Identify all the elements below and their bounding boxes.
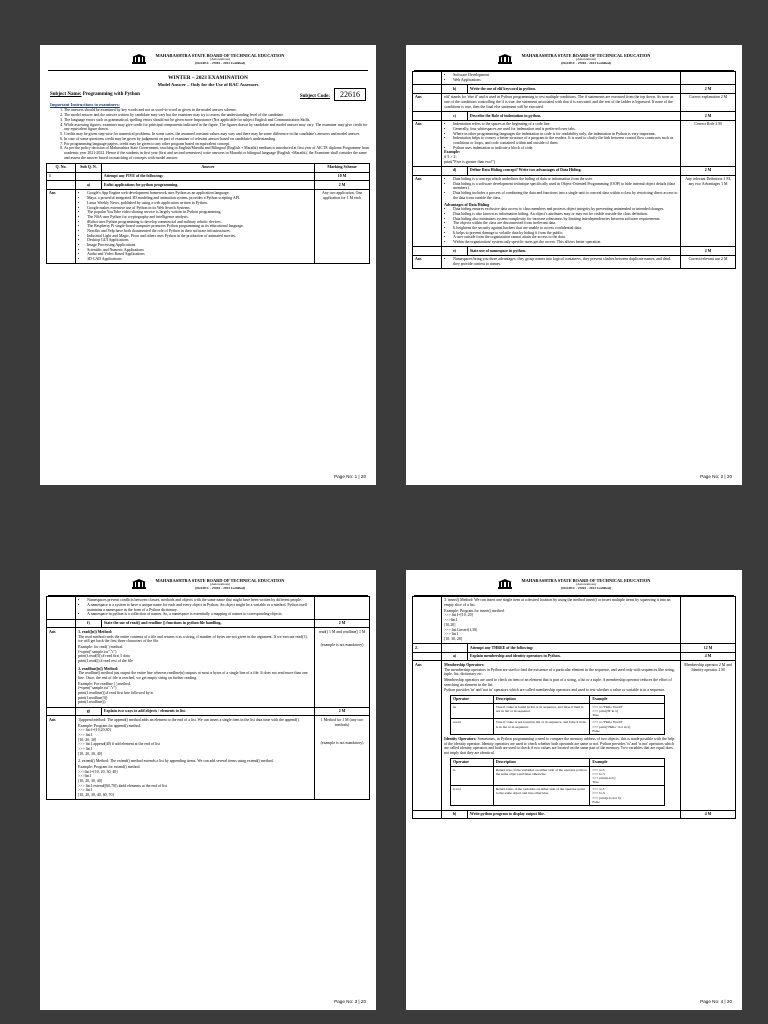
answer-row <box>413 661 736 810</box>
description-cell: True if value is found in list or in sequence, and false it item is not in list or in sequence <box>493 703 589 719</box>
page-header <box>414 45 734 71</box>
advantages-label: Advantages of Data Hiding <box>444 202 490 207</box>
identity-table <box>450 758 665 806</box>
subject-code-label: Subject Code: <box>299 94 330 100</box>
list-item: 3. The language errors such as grammatical, spelling errors should not be given more Importance (Not applicable for subject English and Communication Skills. <box>64 118 370 123</box>
example-cell: >>> x="Hello World" >>> print("Hello" not in x) False <box>590 719 665 735</box>
subq-text: Explain membership and identity operators in Python. <box>467 652 680 661</box>
msbte-logo-icon <box>132 579 146 589</box>
ans-label: Ans <box>413 661 442 810</box>
example-code: Example: for read( ) method. f=open("sample.txt","r") print(f.read(5)) # read first 5 data print(f.read()) # read rest of the file <box>78 644 133 663</box>
example-label: Example: <box>444 150 461 155</box>
answer-table <box>46 163 370 264</box>
answer-table <box>412 596 736 819</box>
board-iso: (ISO/IEC - 27001 - 2013 Certified) <box>195 585 245 590</box>
subject-code-group <box>300 90 366 99</box>
list-item: 5. Credits may be given step wise for numerical problems. In some cases, the assumed constant values may vary and there may be some difference in the candidate's answers and model answer. <box>64 132 370 137</box>
subq-marks: 4 M <box>681 652 736 661</box>
subq-label: b) <box>442 85 468 94</box>
list-item: • A namespace is a system to have a unique name for each and every object in Python. An object might be a variable or a method. Python itself maintains a namespace in the form of a Python dictionary. <box>87 603 312 612</box>
identity-rows <box>451 766 665 806</box>
example-code: Example: For readline ( ) method. f=open("sample.txt","r") print(f.readline()) # read first line followed by\n print(f.readline(3)) print(f.readline()) <box>78 681 153 705</box>
list-item: 8. As per the policy decision of Maharashtra State Government, teaching in English/Marathi and Bilingual (English + Marathi) medium is introduced at first year of AICTE diploma Programme from academic year 2021-2022. Hence if the students in first year (first and second semesters) write answers in Marathi or bilingual language (English +Marathi), the Examiner shall consider the same and assess the answer based on matching of concepts with model answer. <box>64 146 370 160</box>
example-code: Example: Program for insert() method. >>> list1=[10, 20] >>>list1 [10,20] >>> list1.insert(1,30) >>> list1 [10, 30, 20] <box>444 608 505 641</box>
list-item: • Python uses indentation to indicate a block of code. <box>453 146 678 151</box>
subject-code: 22616 <box>334 88 366 101</box>
board-name: MAHARASHTRA STATE BOARD OF TECHNICAL EDUCATION <box>521 578 651 583</box>
answer-row <box>47 189 370 263</box>
list-item: • Google makes extensive use of Python in its Web Search Systems. <box>87 206 312 211</box>
page-2 <box>406 45 742 485</box>
answer-bullets <box>444 73 678 82</box>
list-item: 2. The model answer and the answer written by candidate may vary but the examiner may try to assess the understanding level of the candidate. <box>64 113 370 118</box>
page-header <box>48 570 368 596</box>
marking-scheme: Correct Role 2 M <box>681 120 736 166</box>
description-cell: True if value is not found in list or in sequence, and false it item is in list or in sequence. <box>493 719 589 735</box>
membership-text: Python provides 'in' and 'not in' operators which are called membership operators and used to test whether a value or variable is in a sequence. <box>444 688 666 693</box>
answer-row <box>413 255 736 268</box>
col-operator: Operator <box>451 696 494 704</box>
answer-table <box>412 71 736 269</box>
board-autonomous: (Autonomous) <box>210 582 230 587</box>
subq-text: State the use of read() and readline () functions in python file handling. <box>101 619 314 628</box>
page-footer: Page No: 3 | 20 <box>334 999 366 1004</box>
list-item: • Audio and Video Based Applications <box>87 252 312 257</box>
page-1 <box>40 45 376 485</box>
marking-note: (example is not mandatory) <box>320 741 364 746</box>
subq-marks: 2 M <box>681 85 736 94</box>
membership-table <box>450 695 665 735</box>
q-text: Attempt any FIVE of the following: <box>101 172 314 181</box>
list-item: • Industrial Light and Magic, Pixar and others uses Python in the production of animated movies. <box>87 234 312 239</box>
subq-marks: 2 M <box>681 247 736 256</box>
example-cell: >>> a=3 >>> b=3 >>> print(a is b) True <box>590 766 665 786</box>
page-3 <box>40 570 376 1010</box>
answer-bullets <box>444 257 678 266</box>
subq-text: Define Data Hiding concept? Write two advantages of Data Hiding. <box>467 166 680 175</box>
list-item: • Namespaces bring you three advantages: they group names into logical containers, they prevent clashes between duplicate names, and third, they provide context to names. <box>453 257 678 266</box>
subq-marks: 2 M <box>315 619 370 628</box>
board-name: MAHARASHTRA STATE BOARD OF TECHNICAL EDUCATION <box>521 53 651 58</box>
board-iso: (ISO/IEC - 27001 - 2013 Certified) <box>561 60 611 65</box>
marking-note: (example is not mandatory) <box>320 642 364 647</box>
subq-text: Describe the Role of indentation in python. <box>467 112 680 121</box>
list-item: • Image Processing Applications <box>87 243 312 248</box>
list-item: • Scientific and Numeric Applications <box>87 248 312 253</box>
subquestion-row <box>47 181 370 190</box>
q-marks: 10 M <box>315 172 370 181</box>
answer-row <box>413 93 736 111</box>
subq-text: Write python program to display output like. <box>467 810 680 819</box>
identity-text: Sometimes, in Python programming a need to compare the memory address of two objects; this is made possible with the help of the identity operator. Identity operators are used to check whether both operands are same or not. Python provides 'is' and 'is not' operators which are called identity operators and both are used to check if two values are located on the same part of the memory. Two variables that are equal does not imply that they are identical. <box>444 736 675 756</box>
subq-marks: 2 M <box>315 707 370 716</box>
page-footer: Page No: 1 | 20 <box>334 474 366 479</box>
marking-scheme: 1 Method for 1 M (any two methods) <box>320 717 364 727</box>
page-4 <box>406 570 742 1010</box>
method-text: 1)append method: The append() method adds an element to the end of a list. We can insert a single item in the list data time with the append(). <box>78 717 300 722</box>
list-item: 1. The answers should be examined by key words and not as word-to-word as given in the model answer scheme. <box>64 108 370 113</box>
board-autonomous: (Autonomous) <box>576 57 596 62</box>
example-cell: >>> a=3 >>> b=3 >>> print(a is not b) False <box>590 786 665 806</box>
list-item: • Desktop GUI Applications <box>87 238 312 243</box>
list-item: • The Raspberry Pi single-board computer promotes Python programming as its educational language. <box>87 224 312 229</box>
table-row <box>451 703 665 719</box>
subq-label: b) <box>442 810 468 819</box>
answer-text: elif' stands for 'else if' and is used in Python programming to test multiple conditions. The if statements are executed from the top down. As soon as one of the conditions controlling the if is true, the statement associated with that if is executed, and the rest of the ladder is bypassed. If none of the conditions is true, then the final else statement will be executed. <box>442 93 681 111</box>
list-item: • It heightens the security against hackers that are unable to access confidential data. <box>453 226 678 231</box>
instructions-heading: Important Instructions to examiners: <box>50 102 120 108</box>
method-text: The readline() method just output the entire line whereas readline(n) outputs at most n bytes of a single line of a file. It does not read more than one line. Once, the end of file is reached, we get empty string on further reading. <box>78 671 308 680</box>
exam-subtitle: Model Answer – Only for the Use of RAC Assessors <box>157 81 259 87</box>
marking-scheme: read() 1 M and readline() 1 M <box>318 629 366 634</box>
table-header-row <box>47 163 370 172</box>
marking-scheme: Membership operator 2 M and Identity operator 2 M <box>681 661 736 810</box>
col-example: Example <box>590 758 665 766</box>
answer-table <box>46 596 370 800</box>
ans-label: Ans <box>413 175 442 247</box>
list-item: • Data hiding includes a process of combining the data and functions into a single unit to conceal data within a class by restricting direct access to the data from outside the class. <box>453 191 678 200</box>
membership-text: The membership operators in Python are used to find the existence of a particular element in the sequence, and used only with sequences like string, tuple, list, dictionary etc. <box>444 667 675 677</box>
col-answer: Answer <box>101 163 314 172</box>
advantages-bullets <box>444 207 678 245</box>
msbte-logo-icon <box>132 54 146 64</box>
col-marking: Marking Scheme <box>315 163 370 172</box>
list-item: • Generally, four whitespaces are used for indentation and is preferred over tabs. <box>453 127 678 132</box>
method-text: 2. extend() Method: The extend() method extends a list by appending items. We can add several items using extend() method. <box>78 759 274 764</box>
col-example: Example <box>590 696 665 704</box>
list-item: • It helps to prevent damage to volatile data by hiding it from the public. <box>453 231 678 236</box>
subq-label: d) <box>442 166 468 175</box>
ans-label: Ans <box>47 189 76 263</box>
example-cell: >>> x="Hello World" >>> print('H' in x) True <box>590 703 665 719</box>
answer-row <box>413 120 736 166</box>
list-item: • Namespaces prevent conflicts between classes, methods and objects with the same name that might have been written by different people. <box>87 598 312 603</box>
subq-marks: 2 M <box>681 166 736 175</box>
marking-scheme: Correct explanation 2 M <box>681 93 736 111</box>
list-item: • iRobot uses Python programming to develop commercial and military robotic devices. <box>87 220 312 225</box>
msbte-logo-icon <box>498 579 512 589</box>
subq-marks: 4 M <box>681 810 736 819</box>
subq-label: c) <box>442 112 468 121</box>
subq-text: Enlist applications for python programming. <box>101 181 314 190</box>
list-item: • 3D CAD Applications <box>87 257 312 262</box>
answer-row <box>413 71 736 84</box>
list-item: 6. In case of some questions credit may be given by judgement on part of examiner of relevant answer based on candidate's understanding. <box>64 137 370 142</box>
list-item: • Nextflix and Yelp have both documented the role of Python in their software infrastructures. <box>87 229 312 234</box>
ans-label: Ans <box>47 716 76 800</box>
subject-name: Programming with Python <box>82 92 140 98</box>
table-row <box>451 766 665 786</box>
list-item: • The NSA uses Python for cryptography and intelligence analysis. <box>87 215 312 220</box>
list-item: • Indentation refers to the spaces at the beginning of a code line. <box>453 122 678 127</box>
page-header <box>48 45 368 71</box>
subquestion-row <box>413 810 736 819</box>
list-item: • Where in other programming languages the indentation in code is for readability only, the indentation in Python is very important. <box>453 132 678 137</box>
ans-label: Ans <box>47 628 76 707</box>
subq-text: Write the use of elif keyword in python. <box>467 85 680 94</box>
page-footer: Page No: 2 | 20 <box>700 474 732 479</box>
subq-label: f) <box>76 619 102 628</box>
answer-row <box>47 628 370 707</box>
example-code: Example: Program for append() method. >>> list1=[10,20,30] >>> list1 [10, 20, 30] >>> list1.append(40) # add element at the end of list >>> list1 [10, 20, 30, 40] <box>78 723 160 756</box>
list-item: • Data hiding is a concept which underlines the hiding of data or information from the user. <box>453 177 678 182</box>
board-iso: (ISO/IEC - 27001 - 2013 Certified) <box>195 60 245 65</box>
membership-text: Membership operators are used to check an item or an element that is part of a string, a list or a tuple. A membership operator reduces the effort of searching an element in the list. <box>444 678 672 687</box>
ans-label: Ans <box>413 255 442 268</box>
board-name: MAHARASHTRA STATE BOARD OF TECHNICAL EDUCATION <box>155 53 285 58</box>
col-operator: Operator <box>451 758 494 766</box>
marking-scheme: Any two application, One application for 1 M each <box>315 189 370 263</box>
method-text: The read method reads the entire contents of a file and returns it as a string, if number of bytes are not given in the argument. If we execute read(3), we will get back the first three characters of the file. <box>78 634 308 644</box>
question-row <box>413 644 736 653</box>
subject-line <box>50 90 366 99</box>
operator-cell: is <box>451 766 494 786</box>
answer-bullets <box>78 598 312 617</box>
subquestion-row <box>413 85 736 94</box>
subq-label: a) <box>76 181 102 190</box>
list-item: • Within the organization/ system only specific users get the access. This allows better operation. <box>453 240 678 245</box>
marking-scheme: Any relevant Definition 1 M, any two Advantages 1 M <box>681 175 736 247</box>
list-item: • Google's App Engine web development framework uses Python as an application language. <box>87 191 312 196</box>
list-item: • Data hiding is a software development technique specifically used in Object-Oriented Programming (OOP) to hide internal object details (data members). <box>453 182 678 191</box>
method-text: 3. insert() Method: We can insert one single item at a desired location by using the method insert() or insert multiple items by squeezing it into an empty slice of a list. <box>444 598 671 608</box>
method-title: 2. readline([n]) Method: <box>78 666 119 671</box>
list-item: • A user outside from the organization cannot attain the access to the data. <box>453 235 678 240</box>
instructions-list <box>46 108 370 160</box>
list-item: • A namespace in python is a collection of names. So, a namespace is essentially a mapping of names to corresponding objects. <box>87 612 312 617</box>
answer-row <box>47 596 370 619</box>
page-footer: Page No: 4 | 20 <box>700 999 732 1004</box>
q-number: 2. <box>413 644 442 653</box>
subq-text: Explain two ways to add objects / elements to list. <box>101 707 314 716</box>
ans-label: Ans <box>413 93 442 111</box>
method-title: 1. read([n]) Method: <box>78 629 113 634</box>
answer-row <box>413 175 736 247</box>
answer-row <box>47 716 370 800</box>
subq-text: State use of namespace in python. <box>467 247 680 256</box>
subquestion-row <box>413 247 736 256</box>
operator-cell: not in <box>451 719 494 735</box>
operator-cell: is not <box>451 786 494 806</box>
answer-bullets <box>78 191 312 261</box>
list-item: • Linux Weekly News, published by using a web application written in Python. <box>87 201 312 206</box>
list-item: • The popular YouTube video sharing service is largely written in Python programming. <box>87 210 312 215</box>
example-code: if 5 > 2: print("Five is greater than two!") <box>444 155 496 164</box>
list-item: • Data hiding is also known as information hiding. An object's attributes may or may not be visible outside the class definition. <box>453 212 678 217</box>
col-description: Description <box>493 696 589 704</box>
list-item: 4. While assessing figures, examiner may give credit for principal components indicated in the figure. The figures drawn by candidate and model answer may vary. The examiner may give credit for any equivalent figure drawn. <box>64 123 370 133</box>
list-item: • The objects within the class are disconnected from irrelevant data. <box>453 221 678 226</box>
subquestion-row <box>413 112 736 121</box>
example-code: Example: Program for extend() method. >>>list1=[10, 20, 30, 40] >>>list1 [10, 20, 30, 40] >>> list1.extend([60,70]) #add elements at the end of list >>> list1 [10, 20, 30, 40, 60, 70] <box>78 765 167 798</box>
subquestion-row <box>413 166 736 175</box>
list-item: • Web Applications <box>453 78 678 83</box>
table-row <box>451 719 665 735</box>
subquestion-row <box>413 652 736 661</box>
ans-label: Ans <box>413 120 442 166</box>
answer-bullets <box>444 177 678 200</box>
membership-title: Membership Operators: <box>444 662 485 667</box>
marking-scheme: Correct/relevant use 2 M <box>681 255 736 268</box>
exam-title: WINTER – 2023 EXAMINATION <box>168 74 248 81</box>
q-text: Attempt any THREE of the following: <box>467 644 680 653</box>
col-subq: Sub Q. N. <box>76 163 102 172</box>
subq-label: e) <box>442 247 468 256</box>
subject-name-label: Subject Name: <box>50 92 82 98</box>
subq-label: g) <box>76 707 102 716</box>
subquestion-row <box>47 619 370 628</box>
col-qno: Q. No. <box>47 163 76 172</box>
subject-name-group <box>50 92 140 97</box>
list-item: • Maya, a powerful integrated 3D modeling and animation system, provides a Python scripting API. <box>87 196 312 201</box>
board-iso: (ISO/IEC - 27001 - 2013 Certified) <box>561 585 611 590</box>
description-cell: Return true, if the variables on either side of the operator point to the same object and false otherwise. <box>493 766 589 786</box>
subquestion-row <box>47 707 370 716</box>
answer-row <box>413 596 736 643</box>
operator-cell: in <box>451 703 494 719</box>
list-item: • Software Development <box>453 73 678 78</box>
q-marks: 12 M <box>681 644 736 653</box>
msbte-logo-icon <box>498 54 512 64</box>
board-autonomous: (Autonomous) <box>576 582 596 587</box>
subq-label: a) <box>442 652 468 661</box>
board-autonomous: (Autonomous) <box>210 57 230 62</box>
membership-rows <box>451 703 665 734</box>
question-row <box>47 172 370 181</box>
subq-marks: 2 M <box>315 181 370 190</box>
description-cell: Return false, if the variables on either side of the operator point to the same object and true otherwise. <box>493 786 589 806</box>
answer-bullets <box>444 122 678 150</box>
page-header <box>414 570 734 596</box>
table-row <box>451 786 665 806</box>
subq-marks: 2 M <box>681 112 736 121</box>
list-item: • Data hiding also minimizes system complexity for increase robustness by limiting interdependencies between software requirements. <box>453 217 678 222</box>
list-item: • Data hiding ensures exclusive data access to class members and protects object integrity by preventing unintended or intended changes. <box>453 207 678 212</box>
list-item: • Indentation helps to convey a better structure of a program to the readers. It is used to clarify the link between control flow constructs such as conditions or loops, and code contained within and outside of them. <box>453 136 678 145</box>
q-number: 1 <box>47 172 76 181</box>
board-name: MAHARASHTRA STATE BOARD OF TECHNICAL EDUCATION <box>155 578 285 583</box>
col-description: Description <box>493 758 589 766</box>
identity-title: Identity Operators: <box>444 736 477 741</box>
list-item: 7. For programming language papers, credit may be given to any other program based on equivalent concept. <box>64 142 370 147</box>
